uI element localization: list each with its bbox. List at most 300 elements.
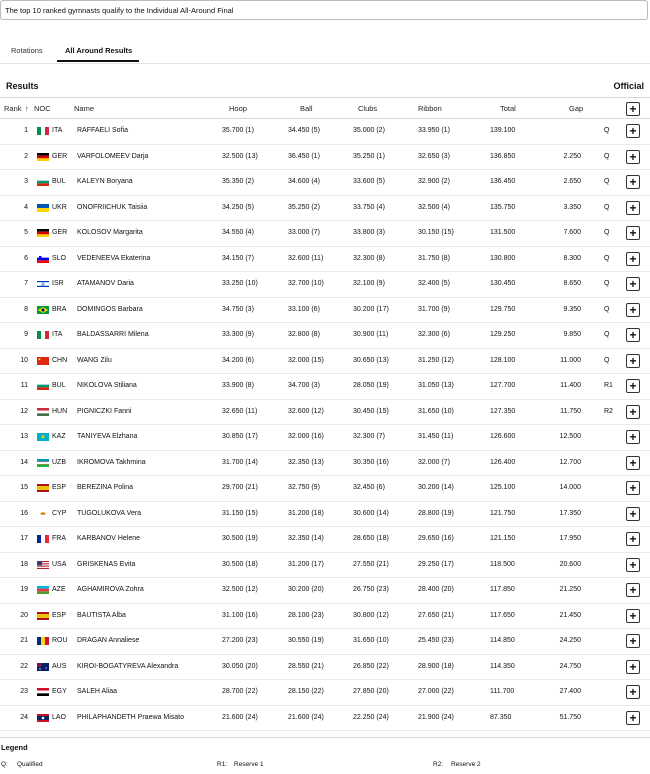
qualification-mark: Q [604, 152, 610, 160]
rank-cell: 17 [20, 535, 28, 542]
rank-cell: 20 [20, 611, 28, 619]
column-ball[interactable]: Ball [300, 104, 313, 113]
total-score: 139.100 [490, 127, 516, 134]
column-ribbon[interactable]: Ribbon [418, 104, 442, 113]
gap-value: 21.450 [559, 611, 581, 619]
total-score: 135.750 [490, 203, 516, 211]
hoop-score: 34.750 (3) [222, 305, 254, 313]
table-row [0, 119, 650, 145]
legend-divider [0, 737, 650, 738]
flag-isr-icon [37, 280, 49, 288]
flag-cyp-icon [37, 510, 49, 518]
ball-score: 35.250 (2) [288, 203, 320, 211]
ball-score: 32.000 (15) [288, 356, 324, 364]
expand-row-plus-icon[interactable]: + [626, 660, 640, 674]
rank-cell: 5 [24, 229, 28, 236]
athlete-name[interactable]: KARBANOV Helene [77, 535, 141, 542]
legend-value-q: Qualified [17, 761, 43, 768]
noc-cell: UZB [52, 458, 66, 466]
gap-value: 8.650 [563, 280, 581, 287]
rank-cell: 13 [20, 433, 28, 440]
ball-score: 28.100 (23) [288, 611, 324, 619]
gap-value: 24.250 [559, 637, 581, 644]
clubs-score: 30.800 (12) [353, 611, 389, 619]
clubs-score: 27.550 (21) [353, 560, 389, 568]
rank-cell: 3 [24, 178, 28, 185]
column-rank[interactable]: Rank [4, 104, 22, 113]
ribbon-score: 28.900 (18) [418, 662, 454, 670]
flag-lao-icon [37, 714, 49, 722]
total-score: 114.350 [490, 662, 515, 670]
ribbon-score: 32.900 (2) [418, 178, 450, 185]
expand-row-plus-icon[interactable]: + [626, 634, 640, 648]
rank-cell: 19 [20, 586, 28, 593]
flag-bra-icon [37, 306, 49, 314]
legend-key-q: Q: [1, 761, 8, 768]
clubs-score: 35.000 (2) [353, 127, 385, 134]
noc-cell: FRA [52, 535, 66, 542]
expand-row-plus-icon[interactable]: + [626, 226, 640, 240]
hoop-score: 31.150 (15) [222, 509, 258, 517]
flag-bul-icon [37, 382, 49, 390]
hoop-score: 28.700 (22) [222, 688, 258, 695]
rank-cell: 14 [20, 458, 28, 466]
qualification-mark: Q [604, 305, 610, 313]
hoop-score: 29.700 (21) [222, 484, 258, 491]
noc-cell: ITA [52, 127, 63, 134]
clubs-score: 26.750 (23) [353, 586, 389, 593]
noc-cell: KAZ [52, 433, 66, 440]
qualification-mark: Q [604, 280, 610, 287]
flag-fra-icon [37, 535, 49, 543]
total-score: 125.100 [490, 484, 516, 491]
clubs-score: 26.850 (22) [353, 662, 389, 670]
rank-cell: 12 [20, 407, 28, 415]
noc-cell: GER [52, 152, 68, 160]
expand-row-plus-icon[interactable]: + [626, 456, 640, 470]
ribbon-score: 31.750 (8) [418, 254, 450, 262]
hoop-score: 31.100 (16) [222, 611, 258, 619]
expand-row-plus-icon[interactable]: + [626, 303, 640, 317]
table-row [0, 604, 650, 630]
ribbon-score: 29.650 (16) [418, 535, 454, 542]
ball-score: 32.800 (8) [288, 331, 320, 338]
ribbon-score: 32.000 (7) [418, 458, 450, 466]
ball-score: 32.350 (14) [288, 535, 324, 542]
tab-rotations[interactable]: Rotations [11, 46, 43, 55]
legend-value-r2: Reserve 2 [451, 761, 481, 768]
column-hoop[interactable]: Hoop [229, 104, 247, 113]
gap-value: 12.700 [559, 458, 581, 466]
qualification-mark: Q [604, 203, 610, 211]
athlete-name[interactable]: GRISKENAS Evita [77, 560, 136, 568]
flag-ger-icon [37, 229, 49, 237]
flag-egy-icon [37, 688, 49, 696]
hoop-score: 32.500 (13) [222, 152, 258, 160]
rank-cell: 18 [20, 560, 28, 568]
athlete-name[interactable]: WANG Zilu [77, 356, 112, 364]
ball-score: 31.200 (17) [288, 560, 324, 568]
hoop-score: 30.500 (18) [222, 560, 258, 568]
gap-value: 51.750 [559, 713, 581, 721]
plus-icon[interactable]: + [626, 102, 640, 116]
expand-row-plus-icon[interactable]: + [626, 481, 640, 495]
flag-ita-icon [37, 331, 49, 339]
flag-usa-icon [37, 561, 49, 569]
column-clubs[interactable]: Clubs [358, 104, 378, 113]
gap-value: 9.850 [563, 331, 581, 338]
ball-score: 30.550 (19) [288, 637, 324, 644]
hoop-score: 32.650 (11) [222, 407, 258, 415]
legend-key-r2: R2: [433, 761, 444, 768]
table-row [0, 578, 650, 604]
clubs-score: 30.350 (16) [353, 458, 389, 466]
total-score: 126.600 [490, 433, 516, 440]
rank-cell: 22 [20, 662, 28, 670]
rank-cell: 15 [20, 484, 28, 491]
clubs-score: 32.300 (7) [353, 433, 385, 440]
expand-row-plus-icon[interactable]: + [626, 201, 640, 215]
table-row [0, 145, 650, 171]
noc-cell: GER [52, 229, 68, 236]
ball-score: 32.600 (12) [288, 407, 324, 415]
ball-score: 33.100 (6) [288, 305, 320, 313]
athlete-name[interactable]: RAFFAELI Sofia [77, 127, 128, 134]
clubs-score: 33.600 (5) [353, 178, 385, 185]
clubs-score: 30.900 (11) [353, 331, 389, 338]
expand-row-plus-icon[interactable]: + [626, 277, 640, 291]
ribbon-score: 32.650 (3) [418, 152, 450, 160]
athlete-name[interactable]: TANIYEVA Elzhana [77, 433, 138, 440]
total-score: 136.450 [490, 178, 516, 185]
gap-value: 27.400 [559, 688, 581, 695]
clubs-score: 30.650 (13) [353, 356, 389, 364]
table-row [0, 502, 650, 528]
rank-cell: 11 [20, 382, 28, 389]
gap-value: 24.750 [559, 662, 581, 670]
total-score: 117.650 [490, 611, 515, 619]
noc-cell: HUN [52, 407, 68, 415]
athlete-name[interactable]: ATAMANOV Daria [77, 280, 134, 287]
total-score: 129.250 [490, 331, 516, 338]
clubs-score: 31.650 (10) [353, 637, 389, 644]
athlete-name[interactable]: VEDENEEVA Ekaterina [77, 254, 151, 262]
table-row [0, 553, 650, 579]
gap-value: 2.650 [563, 178, 581, 185]
expand-row-plus-icon[interactable]: + [626, 609, 640, 623]
total-score: 136.850 [490, 152, 516, 160]
table-row [0, 629, 650, 655]
ribbon-score: 31.700 (9) [418, 305, 450, 313]
ball-score: 32.600 (11) [288, 254, 324, 262]
table-row [0, 425, 650, 451]
table-row [0, 221, 650, 247]
athlete-name[interactable]: BAUTISTA Alba [77, 611, 126, 619]
hoop-score: 30.500 (19) [222, 535, 258, 542]
flag-ger-icon [37, 153, 49, 161]
ball-score: 28.550 (21) [288, 662, 324, 670]
rank-cell: 21 [20, 637, 28, 644]
hoop-score: 35.700 (1) [222, 127, 254, 134]
ribbon-score: 29.250 (17) [418, 560, 454, 568]
gap-value: 17.950 [559, 535, 581, 542]
column-name[interactable]: Name [74, 104, 95, 113]
athlete-name[interactable]: BALDASSARRI Milena [77, 331, 149, 338]
ribbon-score: 30.200 (14) [418, 484, 454, 491]
ribbon-score: 21.900 (24) [418, 713, 454, 721]
expand-row-plus-icon[interactable]: + [626, 430, 640, 444]
athlete-name[interactable]: TUGOLUKOVA Vera [77, 509, 142, 517]
total-score: 111.700 [490, 688, 515, 695]
noc-cell: BRA [52, 305, 67, 313]
ribbon-score: 33.950 (1) [418, 127, 450, 134]
total-score: 87.350 [490, 713, 512, 721]
flag-aze-icon [37, 586, 49, 594]
ribbon-score: 27.000 (22) [418, 688, 454, 695]
athlete-name[interactable]: VARFOLOMEEV Darja [77, 152, 149, 160]
expand-row-plus-icon[interactable]: + [626, 583, 640, 597]
ribbon-score: 25.450 (23) [418, 637, 454, 644]
expand-row-plus-icon[interactable]: + [626, 507, 640, 521]
table-row [0, 196, 650, 222]
ribbon-score: 28.400 (20) [418, 586, 454, 593]
expand-row-plus-icon[interactable]: + [626, 532, 640, 546]
tabs-divider [0, 63, 650, 64]
expand-row-plus-icon[interactable]: + [626, 354, 640, 368]
total-score: 117.850 [490, 586, 515, 593]
expand-row-plus-icon[interactable]: + [626, 379, 640, 393]
hoop-score: 33.300 (9) [222, 331, 254, 338]
flag-uzb-icon [37, 459, 49, 467]
qualification-mark: Q [604, 127, 610, 134]
hoop-score: 21.600 (24) [222, 713, 258, 721]
gap-value: 11.750 [560, 407, 581, 415]
active-tab-indicator [57, 60, 139, 62]
tab-all-around-results[interactable]: All Around Results [65, 46, 133, 55]
noc-cell: ISR [52, 280, 64, 287]
hoop-score: 33.900 (8) [222, 382, 254, 389]
table-row [0, 680, 650, 706]
hoop-score: 34.250 (5) [222, 203, 254, 211]
qualification-mark: Q [604, 229, 610, 236]
table-row [0, 527, 650, 553]
noc-cell: EGY [52, 688, 67, 695]
tab-bar [0, 40, 650, 64]
flag-chn-icon [37, 357, 49, 365]
table-row [0, 272, 650, 298]
rank-cell: 2 [24, 152, 28, 160]
expand-row-plus-icon[interactable]: + [626, 175, 640, 189]
gap-value: 17.350 [559, 509, 581, 517]
table-row [0, 298, 650, 324]
noc-cell: AZE [52, 586, 66, 593]
athlete-name[interactable]: PHILAPHANDETH Praewa Misato [77, 713, 184, 721]
rank-cell: 8 [24, 305, 28, 313]
sort-arrow-up-icon[interactable]: ↑ [25, 104, 29, 113]
expand-row-plus-icon[interactable]: + [626, 124, 640, 138]
gap-value: 12.500 [559, 433, 581, 440]
gap-value: 3.350 [563, 203, 581, 211]
expand-row-plus-icon[interactable]: + [626, 685, 640, 699]
flag-hun-icon [37, 408, 49, 416]
noc-cell: ESP [52, 484, 67, 491]
noc-cell: BUL [52, 178, 66, 185]
table-row [0, 323, 650, 349]
athlete-name[interactable]: DRAGAN Annaliese [77, 637, 140, 644]
ribbon-score: 32.500 (4) [418, 203, 450, 211]
total-score: 131.500 [490, 229, 516, 236]
ribbon-score: 28.800 (19) [418, 509, 454, 517]
rank-cell: 23 [20, 688, 28, 695]
table-row [0, 655, 650, 681]
row-divider [0, 730, 650, 731]
flag-esp-icon [37, 484, 49, 492]
column-gap[interactable]: Gap [569, 104, 584, 113]
noc-cell: ESP [52, 611, 67, 619]
table-row [0, 349, 650, 375]
flag-rou-icon [37, 637, 49, 645]
ribbon-score: 32.300 (6) [418, 331, 450, 338]
clubs-score: 28.650 (18) [353, 535, 389, 542]
athlete-name[interactable]: KIROI-BOGATYREVA Alexandra [77, 662, 179, 670]
gap-value: 14.000 [559, 484, 581, 491]
total-score: 129.750 [490, 305, 516, 313]
hoop-score: 32.500 (12) [222, 586, 258, 593]
rank-cell: 4 [24, 203, 28, 211]
ball-score: 32.750 (9) [288, 484, 320, 491]
ball-score: 30.200 (20) [288, 586, 324, 593]
expand-row-plus-icon[interactable]: + [626, 252, 640, 266]
hoop-score: 31.700 (14) [222, 458, 258, 466]
rank-cell: 10 [20, 356, 28, 364]
noc-cell: BUL [52, 382, 66, 389]
legend-title: Legend [1, 743, 28, 752]
athlete-name[interactable]: IKROMOVA Takhmina [77, 458, 146, 466]
header-top-divider [0, 97, 650, 98]
hoop-score: 30.850 (17) [222, 433, 258, 440]
total-score: 128.100 [490, 356, 516, 364]
clubs-score: 35.250 (1) [353, 152, 385, 160]
clubs-score: 22.250 (24) [353, 713, 389, 721]
total-score: 121.150 [490, 535, 516, 542]
column-total[interactable]: Total [500, 104, 516, 113]
athlete-name[interactable]: NIKOLOVA Stiliana [77, 382, 137, 389]
clubs-score: 30.200 (17) [353, 305, 389, 313]
clubs-score: 30.600 (14) [353, 509, 389, 517]
noc-cell: SLO [52, 254, 67, 262]
athlete-name[interactable]: KOLOSOV Margarita [77, 229, 143, 236]
flag-ukr-icon [37, 204, 49, 212]
column-noc[interactable]: NOC [34, 104, 51, 113]
total-score: 130.800 [490, 254, 516, 262]
expand-row-plus-icon[interactable]: + [626, 150, 640, 164]
ball-score: 34.600 (4) [288, 178, 320, 185]
clubs-score: 32.100 (9) [353, 280, 385, 287]
hoop-score: 27.200 (23) [222, 637, 258, 644]
noc-cell: CYP [52, 509, 67, 517]
gap-value: 20.600 [559, 560, 581, 568]
noc-cell: LAO [52, 713, 67, 721]
noc-cell: ROU [52, 637, 68, 644]
ribbon-score: 31.250 (12) [418, 356, 454, 364]
clubs-score: 30.450 (15) [353, 407, 389, 415]
expand-row-plus-icon[interactable]: + [626, 711, 640, 725]
total-score: 127.350 [490, 407, 516, 415]
ribbon-score: 31.650 (10) [418, 407, 454, 415]
total-score: 127.700 [490, 382, 516, 389]
ribbon-score: 31.050 (13) [418, 382, 454, 389]
hoop-score: 34.200 (6) [222, 356, 254, 364]
clubs-score: 33.750 (4) [353, 203, 385, 211]
gap-value: 2.250 [563, 152, 581, 160]
athlete-name[interactable]: KALEYN Boryana [77, 178, 133, 185]
athlete-name[interactable]: DOMINGOS Barbara [77, 305, 143, 313]
athlete-name[interactable]: SALEH Aliaa [77, 688, 118, 695]
gap-value: 7.600 [563, 229, 581, 236]
ribbon-score: 30.150 (15) [418, 229, 454, 236]
gap-value: 8.300 [563, 254, 581, 262]
clubs-score: 32.300 (8) [353, 254, 385, 262]
qualification-mark: Q [604, 331, 610, 338]
hoop-score: 33.250 (10) [222, 280, 258, 287]
results-heading: Results [6, 81, 39, 91]
rank-cell: 7 [24, 280, 28, 287]
athlete-name[interactable]: AGHAMIROVA Zohra [77, 586, 144, 593]
noc-cell: USA [52, 560, 67, 568]
qualification-notice: The top 10 ranked gymnasts qualify to the Individual All-Around Final [0, 0, 648, 20]
flag-bul-icon [37, 178, 49, 186]
ball-score: 31.200 (18) [288, 509, 324, 517]
ball-score: 28.150 (22) [288, 688, 324, 695]
table-row [0, 247, 650, 273]
rank-cell: 6 [24, 254, 28, 262]
clubs-score: 28.050 (19) [353, 382, 389, 389]
athlete-name[interactable]: ONOFRIICHUK Taisiia [77, 203, 148, 211]
gap-value: 9.350 [563, 305, 581, 313]
noc-cell: CHN [52, 356, 68, 364]
total-score: 130.450 [490, 280, 516, 287]
rank-cell: 24 [20, 713, 28, 721]
athlete-name[interactable]: PIGNICZKI Fanni [77, 407, 132, 415]
hoop-score: 34.550 (4) [222, 229, 254, 236]
total-score: 126.400 [490, 458, 516, 466]
noc-cell: AUS [52, 662, 67, 670]
ribbon-score: 32.400 (5) [418, 280, 450, 287]
expand-row-plus-icon[interactable]: + [626, 558, 640, 572]
athlete-name[interactable]: BEREZINA Polina [77, 484, 134, 491]
official-status: Official [613, 81, 644, 91]
ball-score: 32.700 (10) [288, 280, 324, 287]
qualification-mark: Q [604, 254, 610, 262]
expand-row-plus-icon[interactable]: + [626, 328, 640, 342]
hoop-score: 34.150 (7) [222, 254, 254, 262]
table-row [0, 374, 650, 400]
table-row [0, 451, 650, 477]
flag-esp-icon [37, 612, 49, 620]
ribbon-score: 31.450 (11) [418, 433, 454, 440]
hoop-score: 30.050 (20) [222, 662, 258, 670]
ball-score: 32.000 (16) [288, 433, 324, 440]
ribbon-score: 27.650 (21) [418, 611, 454, 619]
qualification-mark: Q [604, 178, 610, 185]
table-row [0, 476, 650, 502]
expand-row-plus-icon[interactable]: + [626, 405, 640, 419]
flag-kaz-icon [37, 433, 49, 441]
clubs-score: 27.850 (20) [353, 688, 389, 695]
ball-score: 32.350 (13) [288, 458, 324, 466]
gap-value: 21.250 [559, 586, 581, 593]
flag-aus-icon [37, 663, 49, 671]
